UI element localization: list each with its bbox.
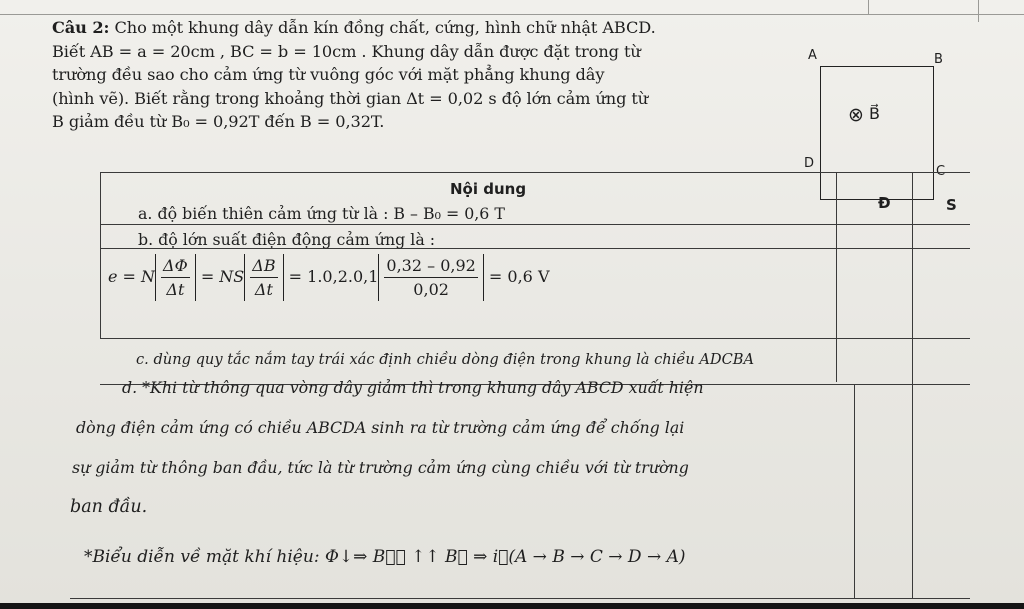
fraction-denominator: Δt xyxy=(254,280,273,299)
problem-line-2: Biết AB = a = 20cm , BC = b = 10cm . Khung dây dẫn được đặt trong từ xyxy=(52,41,641,61)
header-true: Đ xyxy=(878,194,891,212)
column-divider xyxy=(912,172,913,598)
row-d-line-3: sự giảm từ thông ban đầu, tức là từ trường cảm ứng cùng chiều với từ trường xyxy=(72,458,689,477)
row-d-line-1: d. *Khi từ thông qua vòng dây giảm thì trong khung dây ABCD xuất hiện xyxy=(122,378,704,397)
corner-a-label: A xyxy=(808,48,817,63)
photo-bottom-edge xyxy=(0,603,1024,609)
fraction-numerator: ΔB xyxy=(250,254,277,278)
field-label: B⃗ xyxy=(869,104,880,123)
row-d-line-2: dòng điện cảm ứng có chiều ABCDA sinh ra từ trường cảm ứng để chống lại xyxy=(76,418,685,437)
row-d-notation: *Biểu diễn về mặt khí hiệu: Φ↓⇒ B⃗꜀ ↑↑ B⃗ ⇒ i꜀(A → B → C → D → A) xyxy=(84,547,686,567)
row-divider xyxy=(100,338,970,339)
formula-part: e = N xyxy=(108,267,156,286)
abs-bracket xyxy=(155,254,196,301)
problem-text: Cho một khung dây dẫn kín đồng chất, cứng, hình chữ nhật ABCD. xyxy=(114,18,656,37)
row-c-text: c. dùng quy tắc nắm tay trái xác định chiều dòng điện trong khung là chiều ADCBA xyxy=(136,351,755,368)
problem-line-1 xyxy=(52,16,812,40)
table-bottom-border xyxy=(70,598,970,599)
fraction xyxy=(384,254,477,301)
corner-b-label: B xyxy=(934,52,943,67)
corner-d-label: D xyxy=(804,156,815,171)
problem-title: Câu 2: xyxy=(52,18,110,37)
abs-bracket xyxy=(378,254,483,301)
problem-line-4: (hình vẽ). Biết rằng trong khoảng thời gian Δt = 0,02 s độ lớn cảm ứng từ xyxy=(52,88,649,108)
magnetic-field-marker xyxy=(848,104,880,126)
fraction-numerator: 0,32 – 0,92 xyxy=(384,254,477,278)
fraction xyxy=(250,254,277,301)
column-divider xyxy=(854,384,855,598)
problem-line-3: trường đều sao cho cảm ứng từ vuông góc với mặt phẳng khung dây xyxy=(52,65,605,84)
answer-table xyxy=(70,162,970,602)
field-into-page-icon: ⊗ xyxy=(848,104,864,126)
column-divider xyxy=(836,172,837,382)
formula-result: = 0,6 V xyxy=(488,267,550,286)
table-left-border xyxy=(100,172,101,338)
row-b-text: b. độ lớn suất điện động cảm ứng là : xyxy=(138,230,436,249)
row-d-line-4: ban đầu. xyxy=(70,497,148,517)
abs-bracket xyxy=(244,254,283,301)
header-false: S xyxy=(946,196,957,214)
top-cell-divider xyxy=(868,0,869,14)
emf-formula xyxy=(108,254,550,301)
fraction-denominator: Δt xyxy=(166,280,185,299)
problem-statement xyxy=(52,16,812,134)
top-cell-divider xyxy=(978,0,979,22)
problem-line-5: B giảm đều từ B₀ = 0,92T đến B = 0,32T. xyxy=(52,112,385,131)
formula-part: = NS xyxy=(200,267,245,286)
top-border-line xyxy=(0,14,1024,15)
formula-part: = 1.0,2.0,1 xyxy=(288,267,379,286)
header-content: Nội dung xyxy=(450,180,527,198)
table-top-border xyxy=(100,172,970,173)
row-a-text: a. độ biến thiên cảm ứng từ là : B – B₀ = 0,6 T xyxy=(138,204,505,223)
fraction-numerator: ΔΦ xyxy=(161,254,190,278)
fraction xyxy=(161,254,190,301)
frame-figure xyxy=(790,48,960,178)
fraction-denominator: 0,02 xyxy=(413,280,449,299)
